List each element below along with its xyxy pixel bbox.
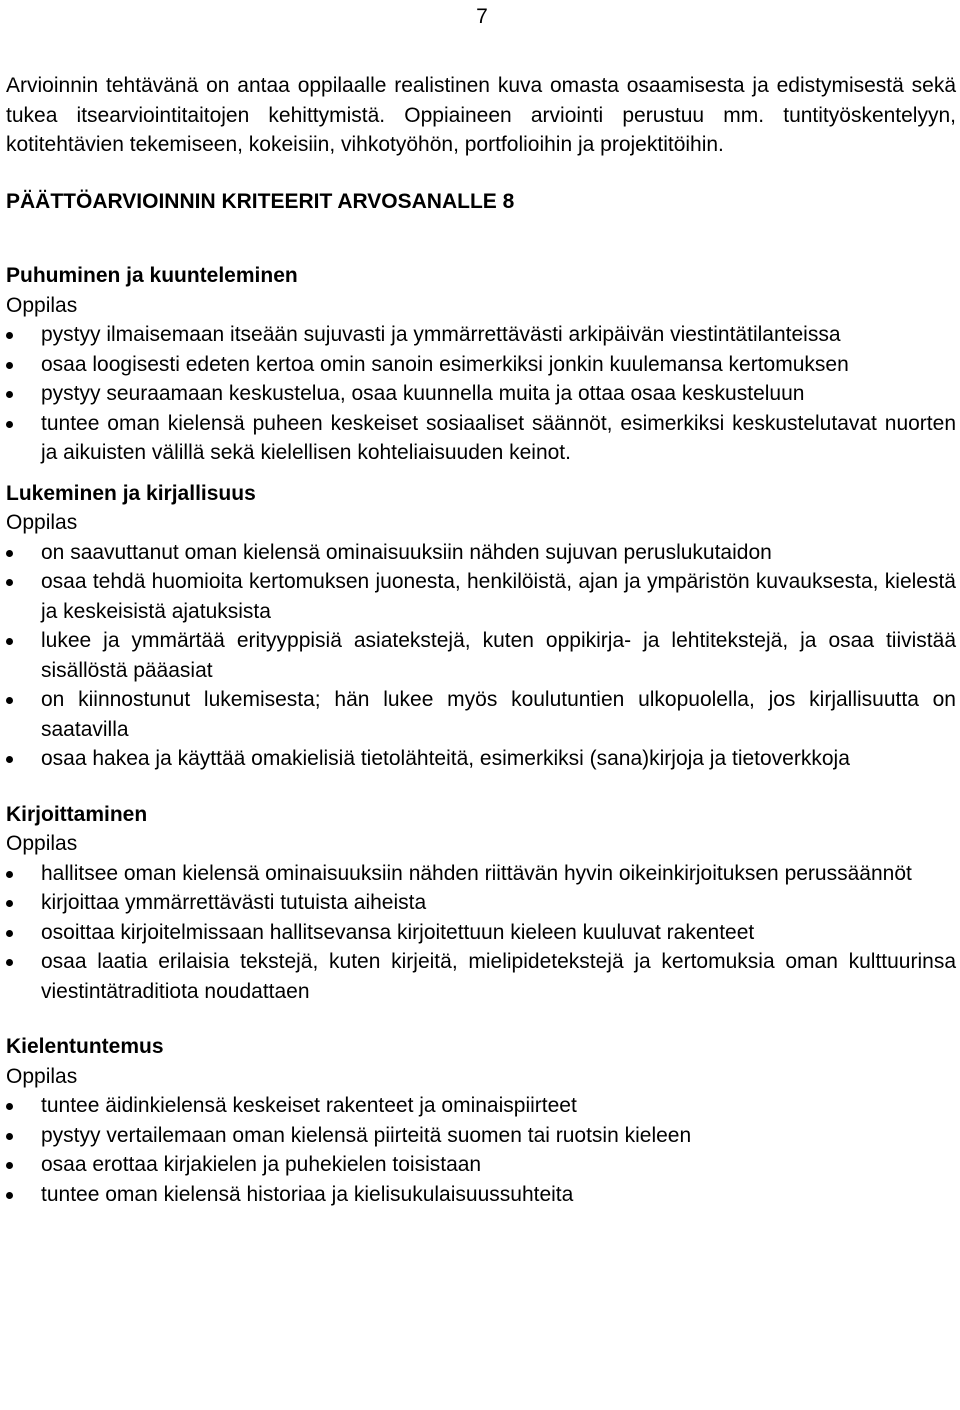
list-item-text: tuntee oman kielensä historiaa ja kielisukulaisuussuhteita: [41, 1182, 574, 1206]
section-lukeminen: [6, 479, 956, 774]
section-kielentuntemus: [6, 1032, 956, 1209]
list-item: [6, 350, 956, 380]
bullet-icon: [6, 1133, 13, 1140]
bullet-icon: [6, 756, 13, 763]
list-item-text: pystyy vertailemaan oman kielensä piirteitä suomen tai ruotsin kieleen: [41, 1123, 692, 1147]
bullet-icon: [6, 579, 13, 586]
list-item-text: hallitsee oman kielensä ominaisuuksiin nähden riittävän hyvin oikeinkirjoituksen perussäännöt: [41, 861, 912, 885]
bullet-icon: [6, 959, 13, 966]
section-puhuminen: [6, 261, 956, 468]
list-item: [6, 888, 956, 918]
list-item: [6, 626, 956, 685]
bullet-icon: [6, 697, 13, 704]
list-item: [6, 918, 956, 948]
section-role: Oppilas: [6, 832, 78, 855]
list-item-text: osaa erottaa kirjakielen ja puhekielen toisistaan: [41, 1153, 482, 1176]
bullet-icon: [6, 1103, 13, 1110]
bullet-icon: [6, 930, 13, 937]
section-kirjoittaminen: [6, 800, 956, 1007]
section-heading: Kielentuntemus: [6, 1035, 164, 1058]
list-item: [6, 1180, 956, 1210]
list-item-text: kirjoittaa ymmärrettävästi tutuista aiheista: [41, 891, 427, 914]
list-item: [6, 567, 956, 626]
bullet-icon: [6, 638, 13, 645]
list-item-text: lukee ja ymmärtää erityyppisiä asiatekstejä, kuten oppikirja- ja lehtitekstejä, ja osaa tiivistää sisällöstä pääasiat: [41, 629, 956, 682]
bullet-icon: [6, 550, 13, 557]
list-item-text: osoittaa kirjoitelmissaan hallitsevansa kirjoitettuun kieleen kuuluvat rakenteet: [41, 920, 755, 944]
document-body: [6, 71, 956, 1209]
criteria-list: [6, 538, 956, 774]
list-item-text: pystyy seuraamaan keskustelua, osaa kuunnella muita ja ottaa osaa keskusteluun: [41, 382, 805, 405]
criteria-list: [6, 859, 956, 1007]
intro-paragraph: Arvioinnin tehtävänä on antaa oppilaalle realistinen kuva omasta osaamisesta ja edistymisestä sekä tukea itsearviointitaitojen kehittymistä. Oppiaineen arviointi perustuu mm. tuntityöskentelyyn, kotitehtävien tekemiseen, kokeisiin, vihkotyöhön, portfolioihin ja projektitöihin.: [6, 74, 956, 156]
list-item: [6, 744, 956, 774]
section-heading: Kirjoittaminen: [6, 802, 148, 826]
section-heading: Puhuminen ja kuunteleminen: [6, 264, 298, 287]
list-item: [6, 320, 956, 350]
list-item: [6, 538, 956, 568]
bullet-icon: [6, 362, 13, 369]
list-item: [6, 1150, 956, 1180]
list-item-text: on kiinnostunut lukemisesta; hän lukee myös koulutuntien ulkopuolella, jos kirjallisuutta on saatavilla: [41, 688, 956, 741]
list-item-text: tuntee äidinkielensä keskeiset rakenteet ja ominaispiirteet: [41, 1094, 577, 1117]
bullet-icon: [6, 421, 13, 428]
list-item-text: pystyy ilmaisemaan itseään sujuvasti ja ymmärrettävästi arkipäivän viestintätilanteissa: [41, 323, 841, 346]
section-heading: Lukeminen ja kirjallisuus: [6, 481, 256, 505]
list-item: [6, 1091, 956, 1121]
bullet-icon: [6, 1162, 13, 1169]
bullet-icon: [6, 1192, 13, 1199]
bullet-icon: [6, 391, 13, 398]
list-item: [6, 409, 956, 468]
bullet-icon: [6, 871, 13, 878]
list-item-text: on saavuttanut oman kielensä ominaisuuksiin nähden sujuvan peruslukutaidon: [41, 540, 772, 564]
list-item: [6, 1121, 956, 1151]
list-item: [6, 379, 956, 409]
list-item-text: osaa hakea ja käyttää omakielisiä tietolähteitä, esimerkiksi (sana)kirjoja ja tietoverkkoja: [41, 747, 850, 770]
bullet-icon: [6, 900, 13, 907]
criteria-list: [6, 320, 956, 468]
bullet-icon: [6, 332, 13, 339]
list-item-text: osaa tehdä huomioita kertomuksen juonesta, henkilöistä, ajan ja ympäristön kuvauksesta, kielestä ja keskeisistä ajatuksista: [41, 570, 956, 623]
list-item-text: osaa laatia erilaisia tekstejä, kuten kirjeitä, mielipidetekstejä ja kertomuksia oman kulttuurinsa viestintätraditiota noudattaen: [41, 950, 956, 1003]
criteria-list: [6, 1091, 956, 1209]
section-role: Oppilas: [6, 293, 78, 317]
section-role: Oppilas: [6, 1064, 78, 1088]
main-heading: PÄÄTTÖARVIOINNIN KRITEERIT ARVOSANALLE 8: [6, 189, 515, 213]
section-role: Oppilas: [6, 511, 78, 534]
list-item: [6, 685, 956, 744]
list-item: [6, 947, 956, 1006]
list-item-text: tuntee oman kielensä puheen keskeiset sosiaaliset säännöt, esimerkiksi keskustelutavat nuorten ja aikuisten välillä sekä kielellisen kohteliaisuuden keinot.: [41, 411, 956, 464]
page-number: 7: [476, 5, 488, 28]
list-item: [6, 859, 956, 889]
list-item-text: osaa loogisesti edeten kertoa omin sanoin esimerkiksi jonkin kuulemansa kertomuksen: [41, 352, 849, 376]
